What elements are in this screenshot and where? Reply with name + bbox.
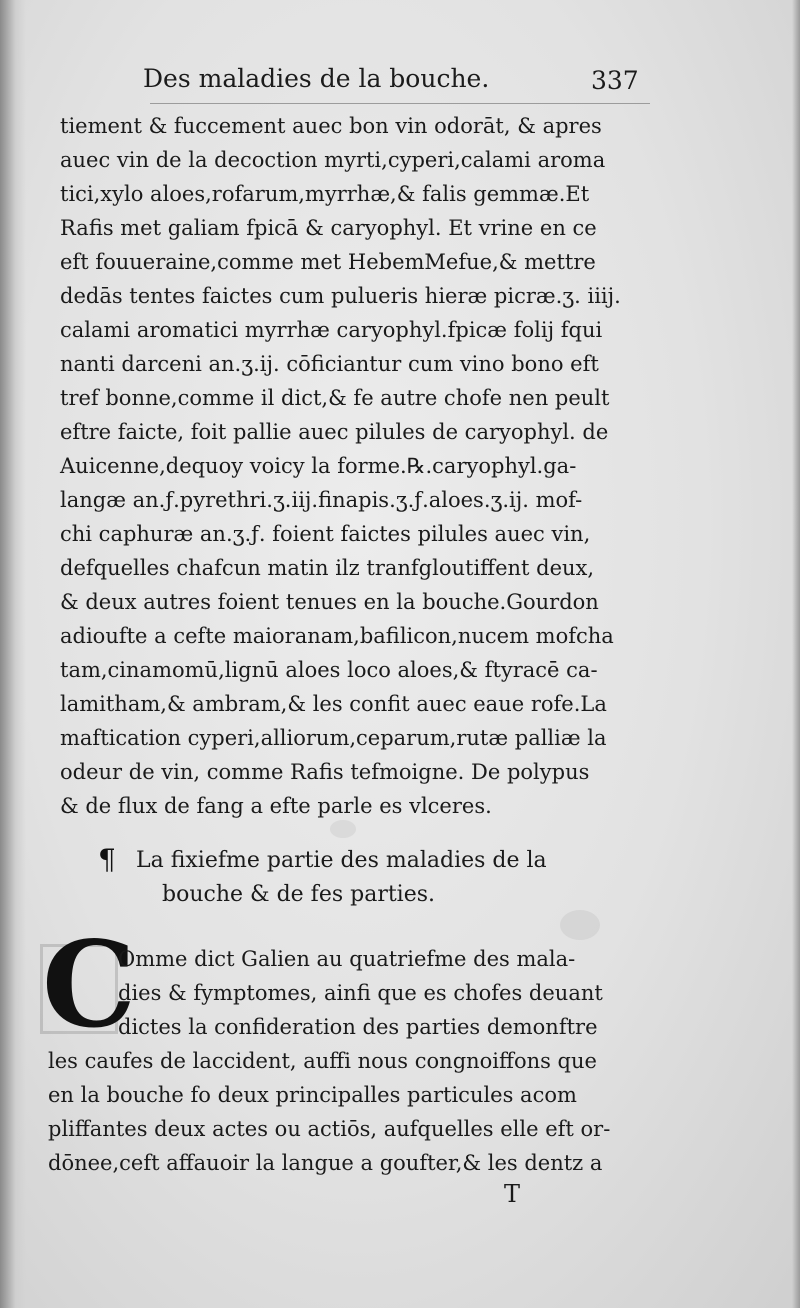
- text-line: maftication cyperi,alliorum,ceparum,rutæ palliæ la: [60, 726, 607, 750]
- text-line: tiement & fuccement auec bon vin odorāt, & apres: [60, 114, 602, 138]
- text-line: lamitham,& ambram,& les confit auec eaue rofe.La: [60, 692, 607, 716]
- text-line: odeur de vin, comme Rafis tefmoigne. De polypus: [60, 760, 590, 784]
- text-line: tam,cinamomū,lignū aloes loco aloes,& ftyracē ca-: [60, 658, 598, 682]
- text-line: tici,xylo aloes,rofarum,myrrhæ,& falis gemmæ.Et: [60, 182, 590, 206]
- text-line: calami aromatici myrrhæ caryophyl.fpicæ folij fqui: [60, 318, 603, 342]
- text-line: dies & fymptomes, ainfi que es chofes deuant: [118, 981, 603, 1005]
- pilcrow-icon: ¶: [98, 843, 116, 876]
- text-line: langæ an.ƒ.pyrethri.ʒ.iij.finapis.ʒ.ƒ.aloes.ʒ.ij. mof-: [60, 488, 583, 512]
- text-line: tref bonne,comme il dict,& fe autre chofe nen peult: [60, 386, 610, 410]
- text-line: dōnee,ceft affauoir la langue a goufter,& les dentz a: [48, 1151, 603, 1175]
- text-line: adioufte a cefte maioranam,bafilicon,nucem mofcha: [60, 624, 614, 648]
- section-heading-line: bouche & de fes parties.: [162, 882, 436, 907]
- text-line: & de flux de fang a efte parle es vlceres.: [60, 794, 492, 818]
- paper-stain: [330, 820, 356, 838]
- text-line: auec vin de la decoction myrti,cyperi,calami aroma: [60, 148, 606, 172]
- running-head: Des maladies de la bouche.: [143, 64, 490, 93]
- page-header: [143, 60, 663, 100]
- text-line: dictes la confideration des parties demonftre: [118, 1015, 598, 1039]
- text-line: dedās tentes faictes cum pulueris hieræ picræ.ʒ. iiij.: [60, 284, 621, 308]
- text-line: Rafis met galiam fpicā & caryophyl. Et vrine en ce: [60, 216, 597, 240]
- section-heading-line: La fixiefme partie des maladies de la: [136, 848, 547, 873]
- text-line: nanti darceni an.ʒ.ij. cōficiantur cum vino bono eft: [60, 352, 599, 376]
- text-line: les caufes de laccident, auffi nous congnoiffons que: [48, 1049, 597, 1073]
- text-line: Auicenne,dequoy voicy la forme.℞.caryophyl.ga-: [60, 454, 577, 478]
- catchword: T: [504, 1180, 521, 1208]
- gutter-shadow: [0, 0, 26, 1308]
- text-line: & deux autres foient tenues en la bouche.Gourdon: [60, 590, 599, 614]
- text-line: eft fouueraine,comme met HebemMefue,& mettre: [60, 250, 596, 274]
- text-line: en la bouche fo deux principalles particules acom: [48, 1083, 577, 1107]
- paper-stain: [560, 910, 600, 940]
- drop-cap: C: [42, 915, 136, 1054]
- text-line: chi caphuræ an.ʒ.ƒ. foient faictes pilules auec vin,: [60, 522, 591, 546]
- text-line: eftre faicte, foit pallie auec pilules de caryophyl. de: [60, 420, 609, 444]
- text-line: defquelles chafcun matin ilz tranfgloutiffent deux,: [60, 556, 595, 580]
- page-edge: [792, 0, 800, 1308]
- header-rule: [150, 103, 650, 104]
- page-number: 337: [591, 66, 639, 95]
- text-line: pliffantes deux actes ou actiōs, aufquelles elle eft or-: [48, 1117, 611, 1141]
- text-line: Omme dict Galien au quatriefme des mala-: [118, 947, 576, 971]
